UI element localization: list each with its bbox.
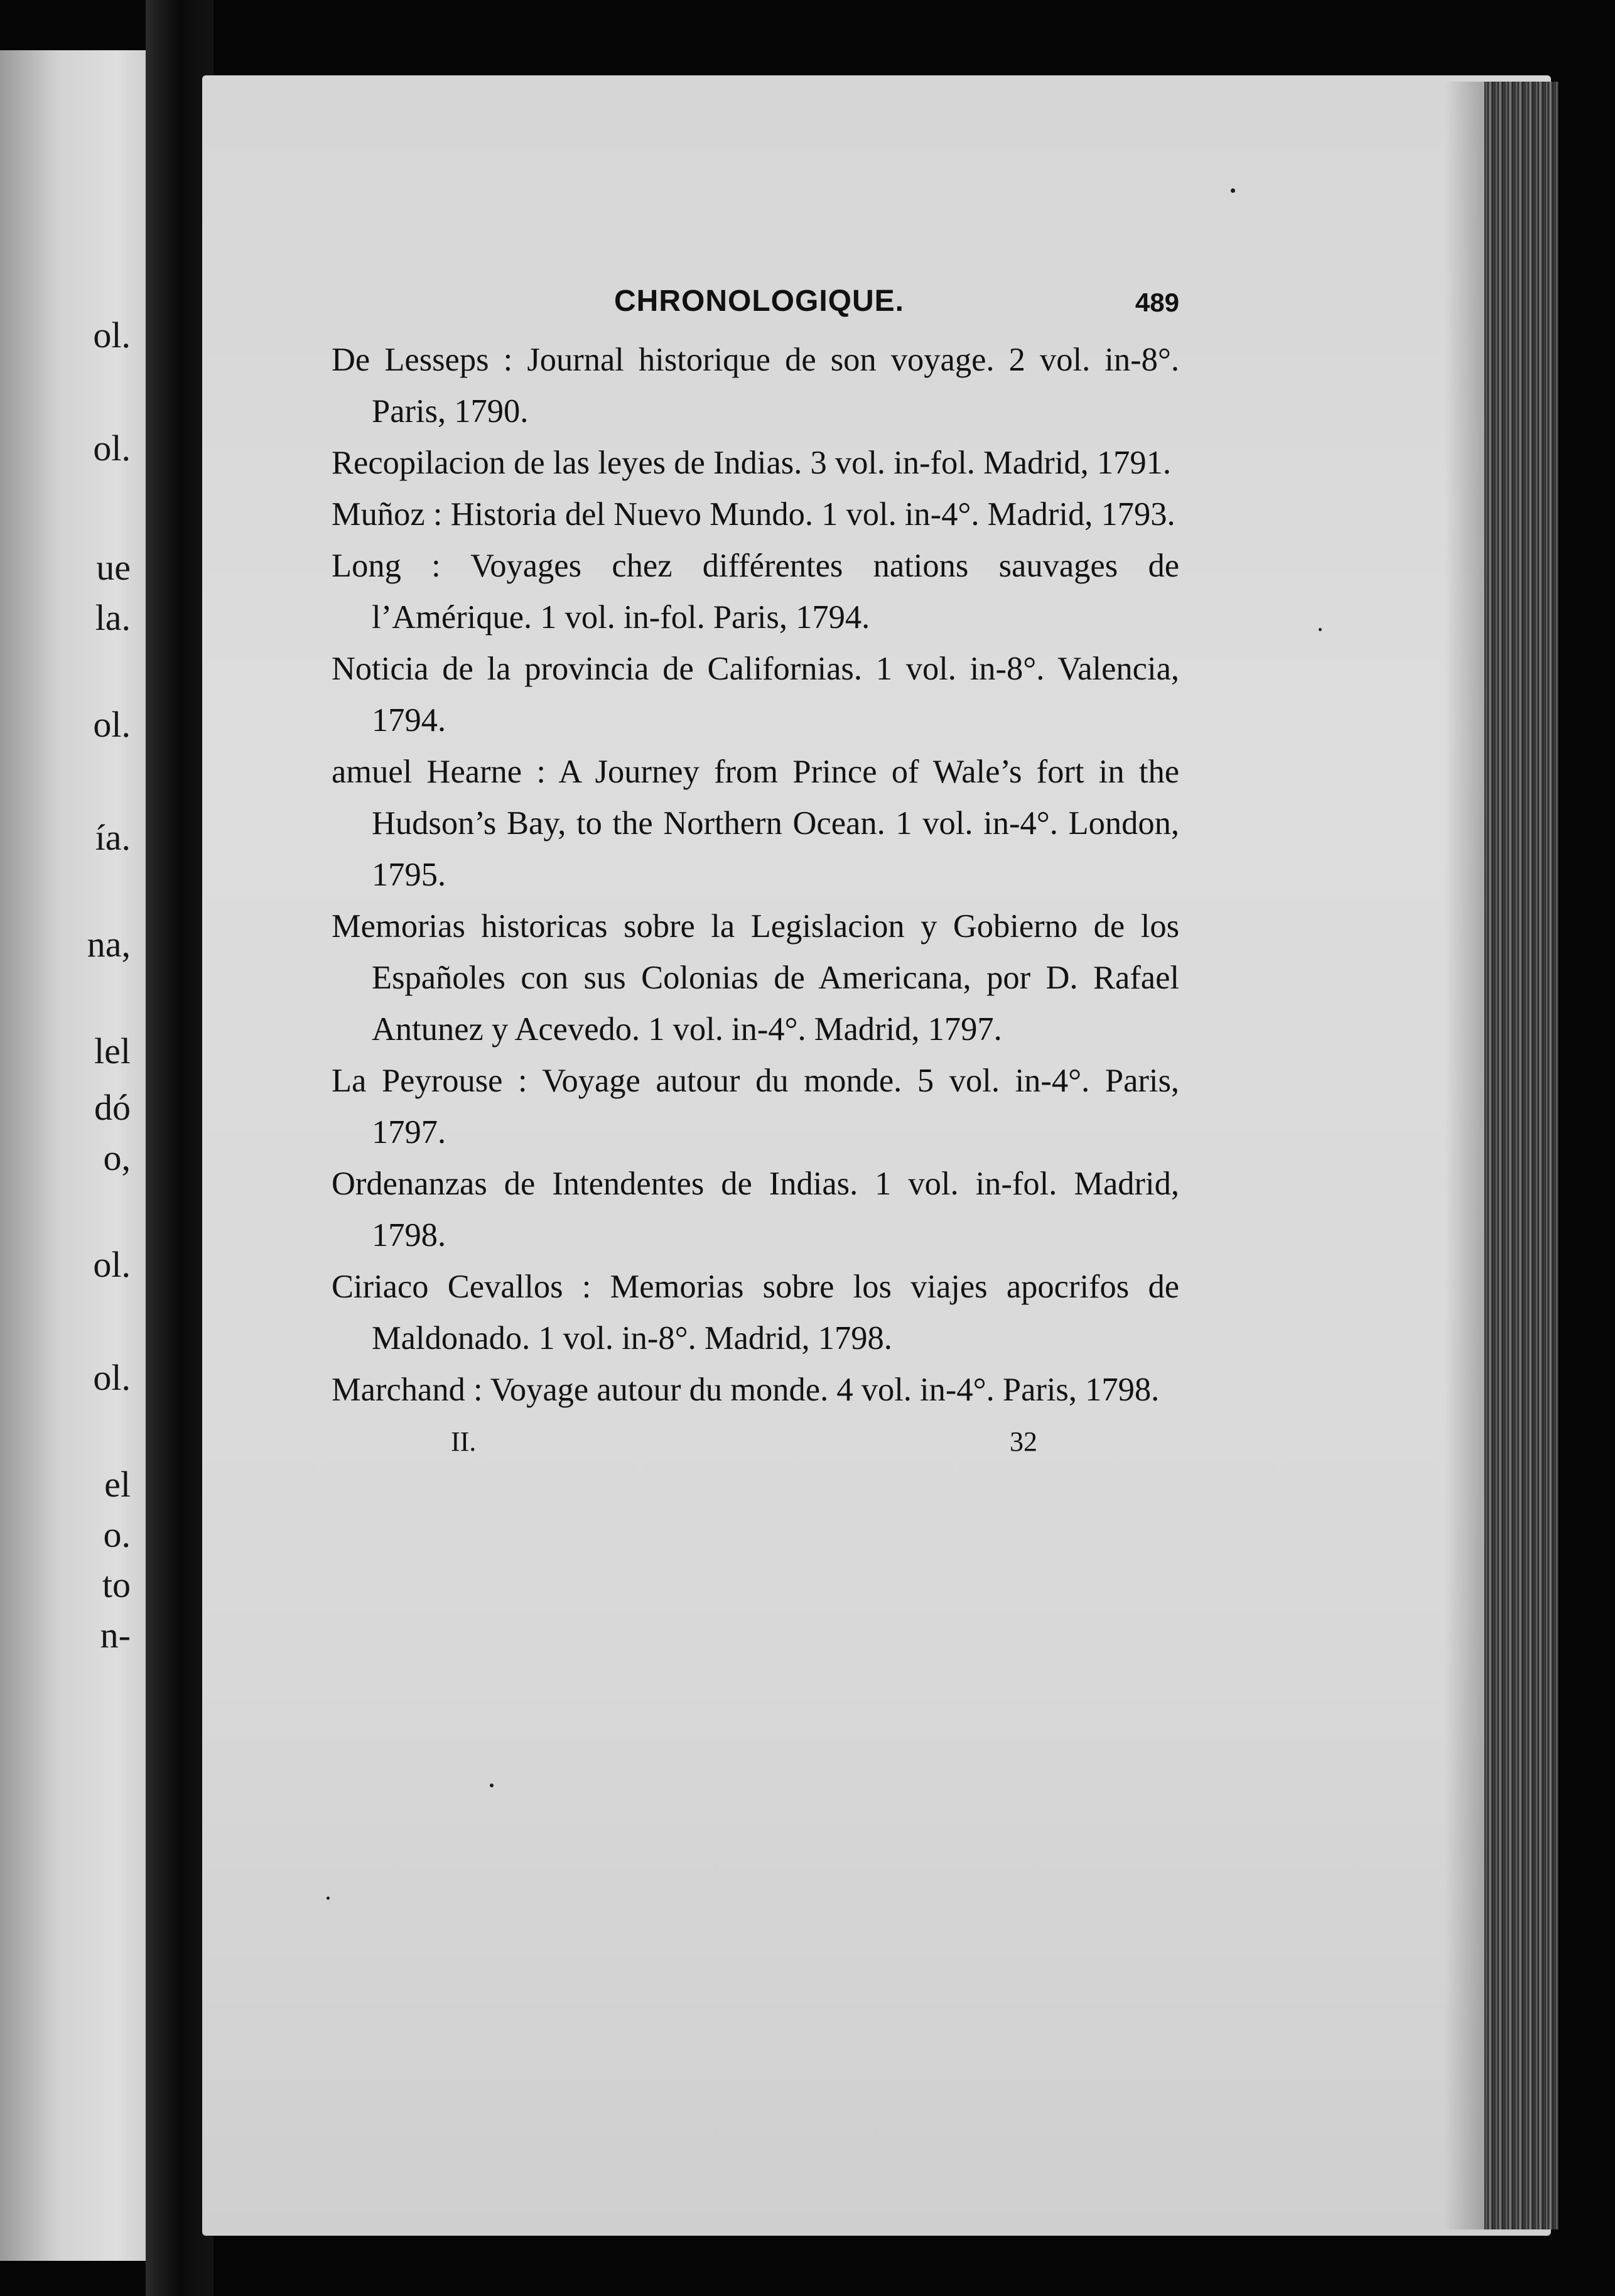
previous-page-sliver — [0, 50, 146, 2261]
bibliography-entry: Recopilacion de las leyes de Indias. 3 vol. in-fol. Madrid, 1791. — [332, 445, 1171, 481]
page-edge-shade — [1444, 82, 1488, 2229]
signature-mark: 32 — [1010, 1426, 1037, 1457]
fragment: ol. — [93, 315, 131, 355]
fragment: el — [104, 1464, 131, 1505]
previous-page-fragments — [0, 50, 146, 2261]
page-footer — [332, 1419, 1179, 1476]
running-head — [332, 276, 1179, 334]
page-text-block — [332, 276, 1179, 1476]
bibliography-entry: Long : Voyages chez différentes nations sauvages de l’Amérique. 1 vol. in-fol. Paris, 1794. — [332, 548, 1179, 636]
fragment: ol. — [93, 428, 131, 468]
bibliography-entry: Noticia de la provincia de Californias. 1 vol. in-8°. Valencia, 1794. — [332, 651, 1179, 739]
fragment: dó — [94, 1087, 131, 1128]
bibliography-entry: amuel Hearne : A Journey from Prince of Wale’s fort in the Hudson’s Bay, to the Northern Ocean. 1 vol. in-4°. London, 1795. — [332, 754, 1179, 893]
fragment: na, — [87, 924, 131, 965]
fragment: o, — [103, 1137, 131, 1178]
bibliography-entry: Ciriaco Cevallos : Memorias sobre los viajes apocrifos de Maldonado. 1 vol. in-8°. Madrid, 1798. — [332, 1269, 1179, 1356]
fragment: ía. — [95, 817, 131, 858]
page-fore-edge — [1484, 82, 1558, 2229]
fragment: la. — [95, 597, 131, 638]
volume-mark: II. — [451, 1426, 477, 1457]
fragment: ol. — [93, 704, 131, 745]
bibliography-entry: Muñoz : Historia del Nuevo Mundo. 1 vol. in-4°. Madrid, 1793. — [332, 496, 1175, 533]
page-number: 489 — [1135, 288, 1179, 317]
bibliography-entry: Marchand : Voyage autour du monde. 4 vol. in-4°. Paris, 1798. — [332, 1372, 1160, 1408]
paper-speck — [327, 1897, 330, 1900]
bibliography-entry: Memorias historicas sobre la Legislacion y Gobierno de los Españoles con sus Colonias de Americana, por D. Rafael Antunez y Acevedo. 1 vol. in-4°. Madrid, 1797. — [332, 908, 1179, 1048]
fragment: n- — [100, 1615, 131, 1655]
page-title: CHRONOLOGIQUE. — [614, 284, 905, 318]
paper-speck — [490, 1784, 494, 1787]
fragment: lel — [94, 1031, 131, 1071]
fragment: o. — [103, 1514, 131, 1555]
bibliography-entry: La Peyrouse : Voyage autour du monde. 5 vol. in-4°. Paris, 1797. — [332, 1063, 1179, 1151]
fragment: ol. — [93, 1244, 131, 1285]
paper-speck — [1319, 628, 1322, 631]
bibliography-entry: Ordenanzas de Intendentes de Indias. 1 vol. in-fol. Madrid, 1798. — [332, 1166, 1179, 1254]
fragment: ol. — [93, 1357, 131, 1398]
paper-speck — [1231, 188, 1235, 193]
fragment: to — [102, 1564, 131, 1605]
bibliography-entry: De Lesseps : Journal historique de son voyage. 2 vol. in-8°. Paris, 1790. — [332, 342, 1179, 430]
fragment: ue — [96, 547, 131, 588]
